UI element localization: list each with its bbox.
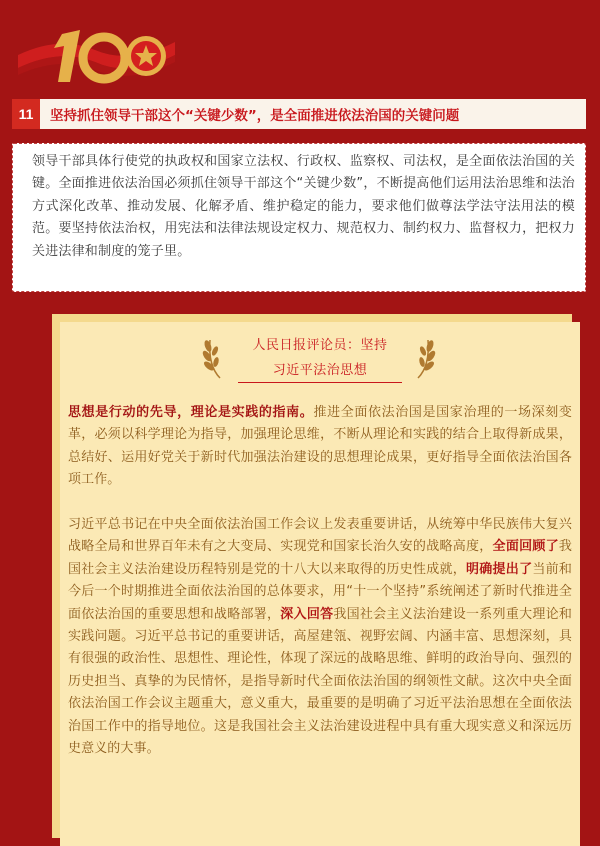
card-header xyxy=(60,332,580,392)
paragraph-2-part2: 我国社会主义法治建设历程特别是党的十八大以来取得的历史性成就， xyxy=(68,539,572,577)
card-title-line1: 人民日报评论员：坚持 xyxy=(252,338,388,353)
paragraph-2-bold2: 明确提出了 xyxy=(466,561,533,577)
card-body xyxy=(68,402,572,783)
intro-text: 领导干部具体行使党的执政权和国家立法权、行政权、监察权、司法权，是全面依法治国的关键。全面推进依法治国必须抓住领导干部这个“关键少数”，不断提高他们运用法治思维和法治方式深化改革、推动发展、化解矛盾、维护稳定的能力，要求他们做尊法学法守法用法的模范。要坚持依法治权，用宪法和法律法规设定权力、规范权力、制约权力、监督权力，把权力关进法律和制度的笼子里。 xyxy=(32,154,575,259)
centenary-logo-graphic xyxy=(0,0,600,95)
paragraph-2-bold1: 全面回顾了 xyxy=(492,539,559,555)
paragraph-1-lead: 思想是行动的先导，理论是实践的指南。 xyxy=(68,405,314,420)
section-number: 11 xyxy=(12,99,40,129)
section-heading xyxy=(12,99,586,129)
paragraph-2-part3: 当前和今后一个时期推进全面依法治国的总体要求，用“十一个坚持”系统阐述了新时代推进全面依法治国的重要思想和战略部署， xyxy=(68,561,572,622)
paragraph-1-text: 推进全面依法治国是国家治理的一场深刻变革，必须以科学理论为指导，加强理论思维，不断从理论和实践的结合上取得新成果，总结好、运用好党关于新时代加强法治建设的思想理论成果，更好指导全面依法治国各项工作。 xyxy=(68,405,572,488)
paragraph-2-bold3: 深入回答 xyxy=(280,606,334,622)
paragraph-1 xyxy=(68,402,572,492)
paragraph-2-part4: 我国社会主义法治建设一系列重大理论和实践问题。习近平总书记的重要讲话，高屋建瓴、视野宏阔、内涵丰富、思想深刻，具有很强的政治性、思想性、理论性，体现了深远的战略思维、鲜明的政治导向、强烈的历史担当、真挚的为民情怀，是指导新时代全面依法治国的纲领性文献。这次中央全面依法治国工作会议主题重大，意义重大，最重要的是明确了习近平法治思想在全面依法治国工作中的指导地位。这是我国社会主义法治建设进程中具有重大现实意义和深远历史意义的大事。 xyxy=(68,606,572,757)
paragraph-2 xyxy=(68,514,572,760)
centenary-logo xyxy=(0,0,600,95)
section-title: 坚持抓住领导干部这个“关键少数”，是全面推进依法治国的关键问题 xyxy=(50,108,460,124)
card-title-line2: 习近平法治思想 xyxy=(272,363,368,378)
intro-box xyxy=(12,143,586,292)
title-underline xyxy=(238,382,402,383)
paragraph-2-part1: 习近平总书记在中央全面依法治国工作会议上发表重要讲话，从统筹中华民族伟大复兴战略全局和世界百年未有之大变局、实现党和国家长治久安的战略高度， xyxy=(68,517,572,555)
commentary-card xyxy=(60,322,580,846)
